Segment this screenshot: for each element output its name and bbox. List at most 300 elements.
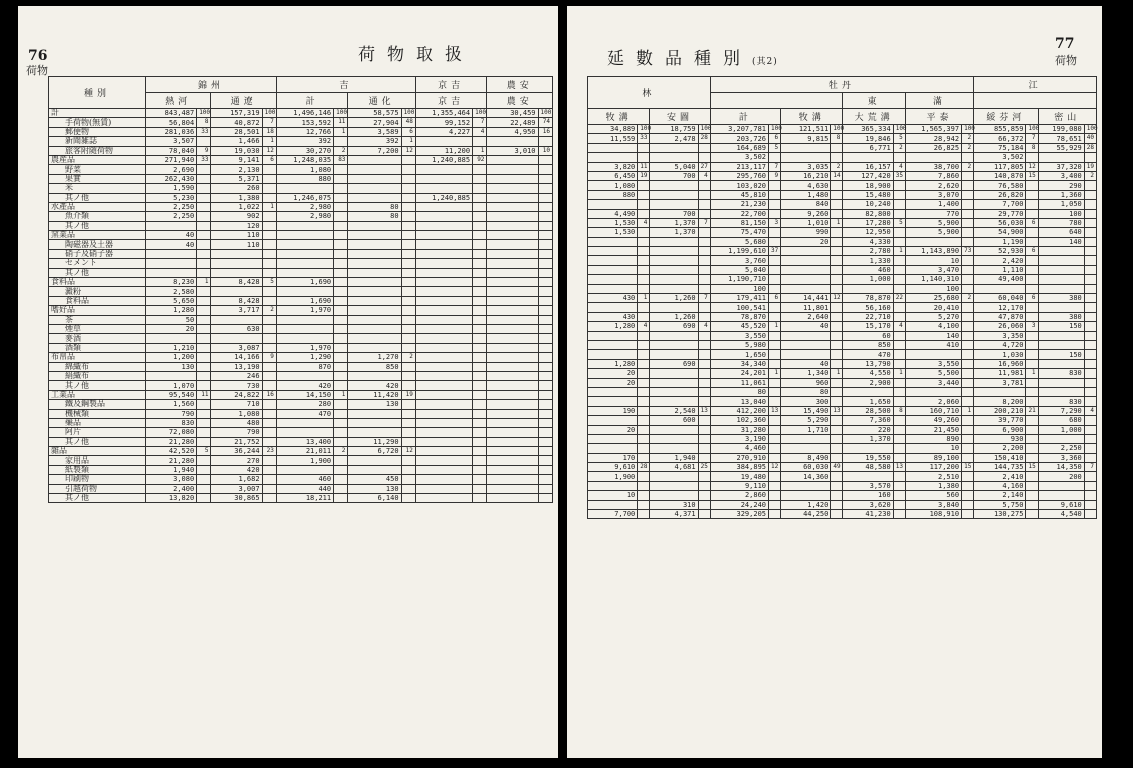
value-cell [650,153,698,162]
value-cell: 179,411 [710,294,768,303]
value-cell: 460 [276,475,333,484]
value-cell: 1,240,885 [415,193,472,202]
percent-cell [831,209,843,218]
percent-cell [1026,416,1038,425]
value-cell: 3,470 [905,265,961,274]
value-cell: 45,520 [710,322,768,331]
row-label: 工業品 [49,390,146,399]
value-cell [415,268,472,277]
percent-cell [1084,453,1096,462]
value-cell: 5,980 [710,340,768,349]
percent-cell: 33 [197,155,211,164]
table-row [588,190,1097,199]
value-cell: 100 [905,284,961,293]
percent-cell [538,447,552,456]
table-row [49,193,553,202]
value-cell: 3,620 [843,500,893,509]
percent-cell [334,268,348,277]
percent-cell [698,500,710,509]
percent-cell [262,193,276,202]
percent-cell: 11 [638,162,650,171]
percent-cell: 11 [334,118,348,127]
value-cell: 24,822 [211,390,262,399]
percent-cell [893,275,905,284]
table-row [588,237,1097,246]
percent-cell [538,400,552,409]
percent-cell [638,312,650,321]
header-sub: 京吉 [415,93,487,109]
percent-cell [1084,209,1096,218]
percent-cell [1084,200,1096,209]
value-cell: 100 [1038,209,1084,218]
value-cell: 2,510 [905,472,961,481]
table-row [588,181,1097,190]
table-row [588,340,1097,349]
table-row [49,334,553,343]
value-cell [588,500,638,509]
percent-cell [698,312,710,321]
percent-cell [1026,303,1038,312]
percent-cell [197,137,211,146]
table-row [588,171,1097,180]
value-cell: 1,280 [146,306,197,315]
percent-cell [401,371,415,380]
percent-cell [262,343,276,352]
value-cell [1038,284,1084,293]
value-cell: 110 [211,240,262,249]
percent-cell [197,231,211,240]
percent-cell [893,350,905,359]
row-label: 嗜好品 [49,306,146,315]
value-cell [843,153,893,162]
percent-cell [262,315,276,324]
percent-cell: 4 [473,127,487,136]
percent-cell [401,400,415,409]
value-cell: 3,080 [146,475,197,484]
value-cell: 1,270 [348,353,401,362]
percent-cell [538,240,552,249]
value-cell [415,400,472,409]
percent-cell [262,296,276,305]
value-cell: 4,720 [974,340,1026,349]
percent-cell [197,371,211,380]
percent-cell [638,247,650,256]
value-cell [588,434,638,443]
percent-cell: 49 [831,463,843,472]
value-cell: 1,970 [276,306,333,315]
value-cell: 1,496,146 [276,109,333,118]
value-cell: 1,940 [650,453,698,462]
percent-cell [1084,190,1096,199]
value-cell: 102,360 [710,416,768,425]
percent-cell [473,193,487,202]
value-cell: 150,410 [974,453,1026,462]
percent-cell: 1 [334,390,348,399]
percent-cell [1084,416,1096,425]
percent-cell [1026,397,1038,406]
value-cell [974,284,1026,293]
value-cell: 13,820 [146,494,197,503]
percent-cell: 6 [1026,247,1038,256]
table-row [588,425,1097,434]
percent-cell: 1 [401,137,415,146]
value-cell [276,287,333,296]
value-cell: 1,590 [146,184,197,193]
row-label: 野菜 [49,165,146,174]
percent-cell [1026,312,1038,321]
table-row [49,447,553,456]
value-cell [650,303,698,312]
table-row [588,228,1097,237]
percent-cell: 27 [698,162,710,171]
value-cell: 246 [211,371,262,380]
row-label: 綿織布 [49,362,146,371]
value-cell: 5,500 [905,369,961,378]
value-cell [348,428,401,437]
value-cell: 36,244 [211,447,262,456]
value-cell [415,494,472,503]
percent-cell [962,434,974,443]
percent-cell: 19 [401,390,415,399]
percent-cell [638,190,650,199]
value-cell: 260 [211,184,262,193]
percent-cell: 1 [334,127,348,136]
percent-cell [401,456,415,465]
percent-cell [473,287,487,296]
value-cell: 9,260 [781,209,831,218]
row-label: セメント [49,259,146,268]
percent-cell [698,397,710,406]
percent-cell [1084,256,1096,265]
percent-cell [262,456,276,465]
table-row [588,510,1097,519]
table-row [49,324,553,333]
value-cell: 412,200 [710,406,768,415]
value-cell: 1,260 [650,294,698,303]
value-cell [211,268,262,277]
percent-cell: 18 [262,127,276,136]
value-cell: 38,700 [905,162,961,171]
value-cell [487,240,538,249]
percent-cell [473,221,487,230]
percent-cell [473,353,487,362]
percent-cell [893,312,905,321]
percent-cell [334,212,348,221]
percent-cell: 7 [262,118,276,127]
table-row [588,209,1097,218]
percent-cell [334,249,348,258]
value-cell: 4,681 [650,463,698,472]
value-cell: 4,490 [588,209,638,218]
table-row [49,174,553,183]
value-cell [487,231,538,240]
value-cell [276,240,333,249]
percent-cell: 92 [473,155,487,164]
percent-cell [538,165,552,174]
value-cell: 89,100 [905,453,961,462]
percent-cell [893,453,905,462]
value-cell: 1,010 [781,218,831,227]
percent-cell [769,275,781,284]
value-cell [415,334,472,343]
value-cell: 410 [905,340,961,349]
value-cell [650,200,698,209]
percent-cell [197,456,211,465]
value-cell: 8,428 [211,296,262,305]
percent-cell: 100 [831,125,843,134]
percent-cell [538,324,552,333]
percent-cell: 8 [831,134,843,143]
value-cell: 127,420 [843,171,893,180]
percent-cell [638,350,650,359]
percent-cell [638,228,650,237]
value-cell: 1,650 [843,397,893,406]
percent-cell [962,397,974,406]
percent-cell [893,331,905,340]
value-cell: 3,087 [211,343,262,352]
value-cell [348,184,401,193]
percent-cell [962,350,974,359]
percent-cell: 100 [769,125,781,134]
value-cell [487,343,538,352]
value-cell [415,465,472,474]
percent-cell [473,174,487,183]
percent-cell [831,453,843,462]
value-cell [211,287,262,296]
value-cell: 13,040 [710,397,768,406]
value-cell [487,334,538,343]
header-sub: 計 [710,109,780,125]
header-sub: 牧溝 [781,109,843,125]
percent-cell [401,287,415,296]
percent-cell [831,444,843,453]
value-cell: 140 [905,331,961,340]
percent-cell [893,153,905,162]
percent-cell [831,425,843,434]
value-cell [487,381,538,390]
percent-cell: 4 [698,322,710,331]
percent-cell: 1 [831,369,843,378]
value-cell: 2,690 [146,165,197,174]
value-cell: 7,700 [588,510,638,519]
percent-cell [197,437,211,446]
value-cell: 55,929 [1038,143,1084,152]
value-cell [487,428,538,437]
value-cell: 3,440 [905,378,961,387]
value-cell: 1,290 [276,353,333,362]
percent-cell: 7 [473,118,487,127]
percent-cell [197,465,211,474]
table-row [588,453,1097,462]
value-cell: 20 [588,425,638,434]
value-cell [146,249,197,258]
value-cell: 26,825 [905,143,961,152]
value-cell: 11,200 [415,146,472,155]
value-cell: 28,500 [843,406,893,415]
value-cell: 10 [905,256,961,265]
row-label: 其ノ他 [49,381,146,390]
value-cell: 281,036 [146,127,197,136]
value-cell: 34,889 [588,125,638,134]
percent-cell [334,240,348,249]
percent-cell [538,137,552,146]
percent-cell: 2 [962,294,974,303]
percent-cell: 1 [962,406,974,415]
percent-cell: 100 [401,109,415,118]
percent-cell [698,425,710,434]
value-cell: 830 [1038,369,1084,378]
value-cell: 420 [211,465,262,474]
value-cell: 19,846 [843,134,893,143]
value-cell [146,371,197,380]
percent-cell [962,228,974,237]
percent-cell [698,444,710,453]
percent-cell [962,303,974,312]
value-cell: 14,150 [276,390,333,399]
percent-cell [197,362,211,371]
percent-cell: 2 [334,447,348,456]
percent-cell [401,193,415,202]
table-row [49,137,553,146]
table-row [49,306,553,315]
percent-cell [831,275,843,284]
value-cell [415,306,472,315]
header-top: 林 [588,77,711,109]
percent-cell [1084,294,1096,303]
value-cell: 80 [781,387,831,396]
value-cell: 7,700 [974,200,1026,209]
table-row [588,143,1097,152]
percent-cell [197,484,211,493]
value-cell [588,397,638,406]
value-cell [487,184,538,193]
percent-cell [769,453,781,462]
percent-cell [538,343,552,352]
value-cell [415,324,472,333]
value-cell: 1,480 [781,190,831,199]
percent-cell [473,456,487,465]
table-row [588,500,1097,509]
value-cell: 310 [650,500,698,509]
value-cell: 13,790 [843,359,893,368]
row-label: 其ノ他 [49,437,146,446]
value-cell: 14,360 [781,472,831,481]
value-cell: 7,200 [348,146,401,155]
percent-cell [1084,378,1096,387]
value-cell: 16,210 [781,171,831,180]
value-cell [588,416,638,425]
percent-cell [401,278,415,287]
value-cell: 150 [1038,322,1084,331]
value-cell: 2,540 [650,406,698,415]
value-cell: 2,980 [276,202,333,211]
value-cell: 5,680 [710,237,768,246]
percent-cell [262,371,276,380]
percent-cell [962,181,974,190]
percent-cell [1084,181,1096,190]
value-cell [348,334,401,343]
percent-cell: 13 [831,406,843,415]
value-cell: 21,011 [276,447,333,456]
percent-cell [197,212,211,221]
value-cell: 3,589 [348,127,401,136]
value-cell: 203,726 [710,134,768,143]
value-cell: 560 [905,491,961,500]
value-cell: 4,100 [905,322,961,331]
value-cell: 3,070 [905,190,961,199]
percent-cell: 2 [334,146,348,155]
value-cell: 29,770 [974,209,1026,218]
table-row [588,434,1097,443]
percent-cell [1084,218,1096,227]
table-row [49,249,553,258]
percent-cell [197,202,211,211]
percent-cell: 4 [698,171,710,180]
percent-cell [262,475,276,484]
header-sub: 牧溝 [588,109,650,125]
value-cell [415,212,472,221]
value-cell: 460 [843,265,893,274]
percent-cell: 2 [962,162,974,171]
value-cell: 1,690 [276,278,333,287]
value-cell: 40,872 [211,118,262,127]
percent-cell [262,428,276,437]
value-cell: 4,950 [487,127,538,136]
percent-cell [538,231,552,240]
table-row [49,409,553,418]
percent-cell [893,472,905,481]
value-cell: 157,319 [211,109,262,118]
percent-cell [962,331,974,340]
percent-cell [197,221,211,230]
percent-cell [334,324,348,333]
value-cell: 3,035 [781,162,831,171]
percent-cell [538,268,552,277]
row-label: 酒類 [49,343,146,352]
percent-cell [893,500,905,509]
value-cell [348,409,401,418]
value-cell [650,284,698,293]
percent-cell [1026,387,1038,396]
percent-cell [1084,312,1096,321]
percent-cell [334,174,348,183]
value-cell: 34,340 [710,359,768,368]
value-cell: 100 [710,284,768,293]
table-row [49,278,553,287]
value-cell [276,184,333,193]
value-cell: 78,651 [1038,134,1084,143]
value-cell: 880 [276,174,333,183]
percent-cell [262,494,276,503]
value-cell [1038,153,1084,162]
percent-cell [962,425,974,434]
row-label: 水產品 [49,202,146,211]
value-cell: 16,157 [843,162,893,171]
value-cell [415,221,472,230]
percent-cell: 5 [197,447,211,456]
percent-cell [197,409,211,418]
value-cell: 1,260 [650,312,698,321]
percent-cell [698,181,710,190]
percent-cell [769,472,781,481]
value-cell [276,231,333,240]
percent-cell [538,259,552,268]
percent-cell [334,334,348,343]
header-blank [974,93,1097,109]
value-cell: 2,420 [974,256,1026,265]
row-label: 手荷物(無賃) [49,118,146,127]
value-cell: 4,460 [710,444,768,453]
